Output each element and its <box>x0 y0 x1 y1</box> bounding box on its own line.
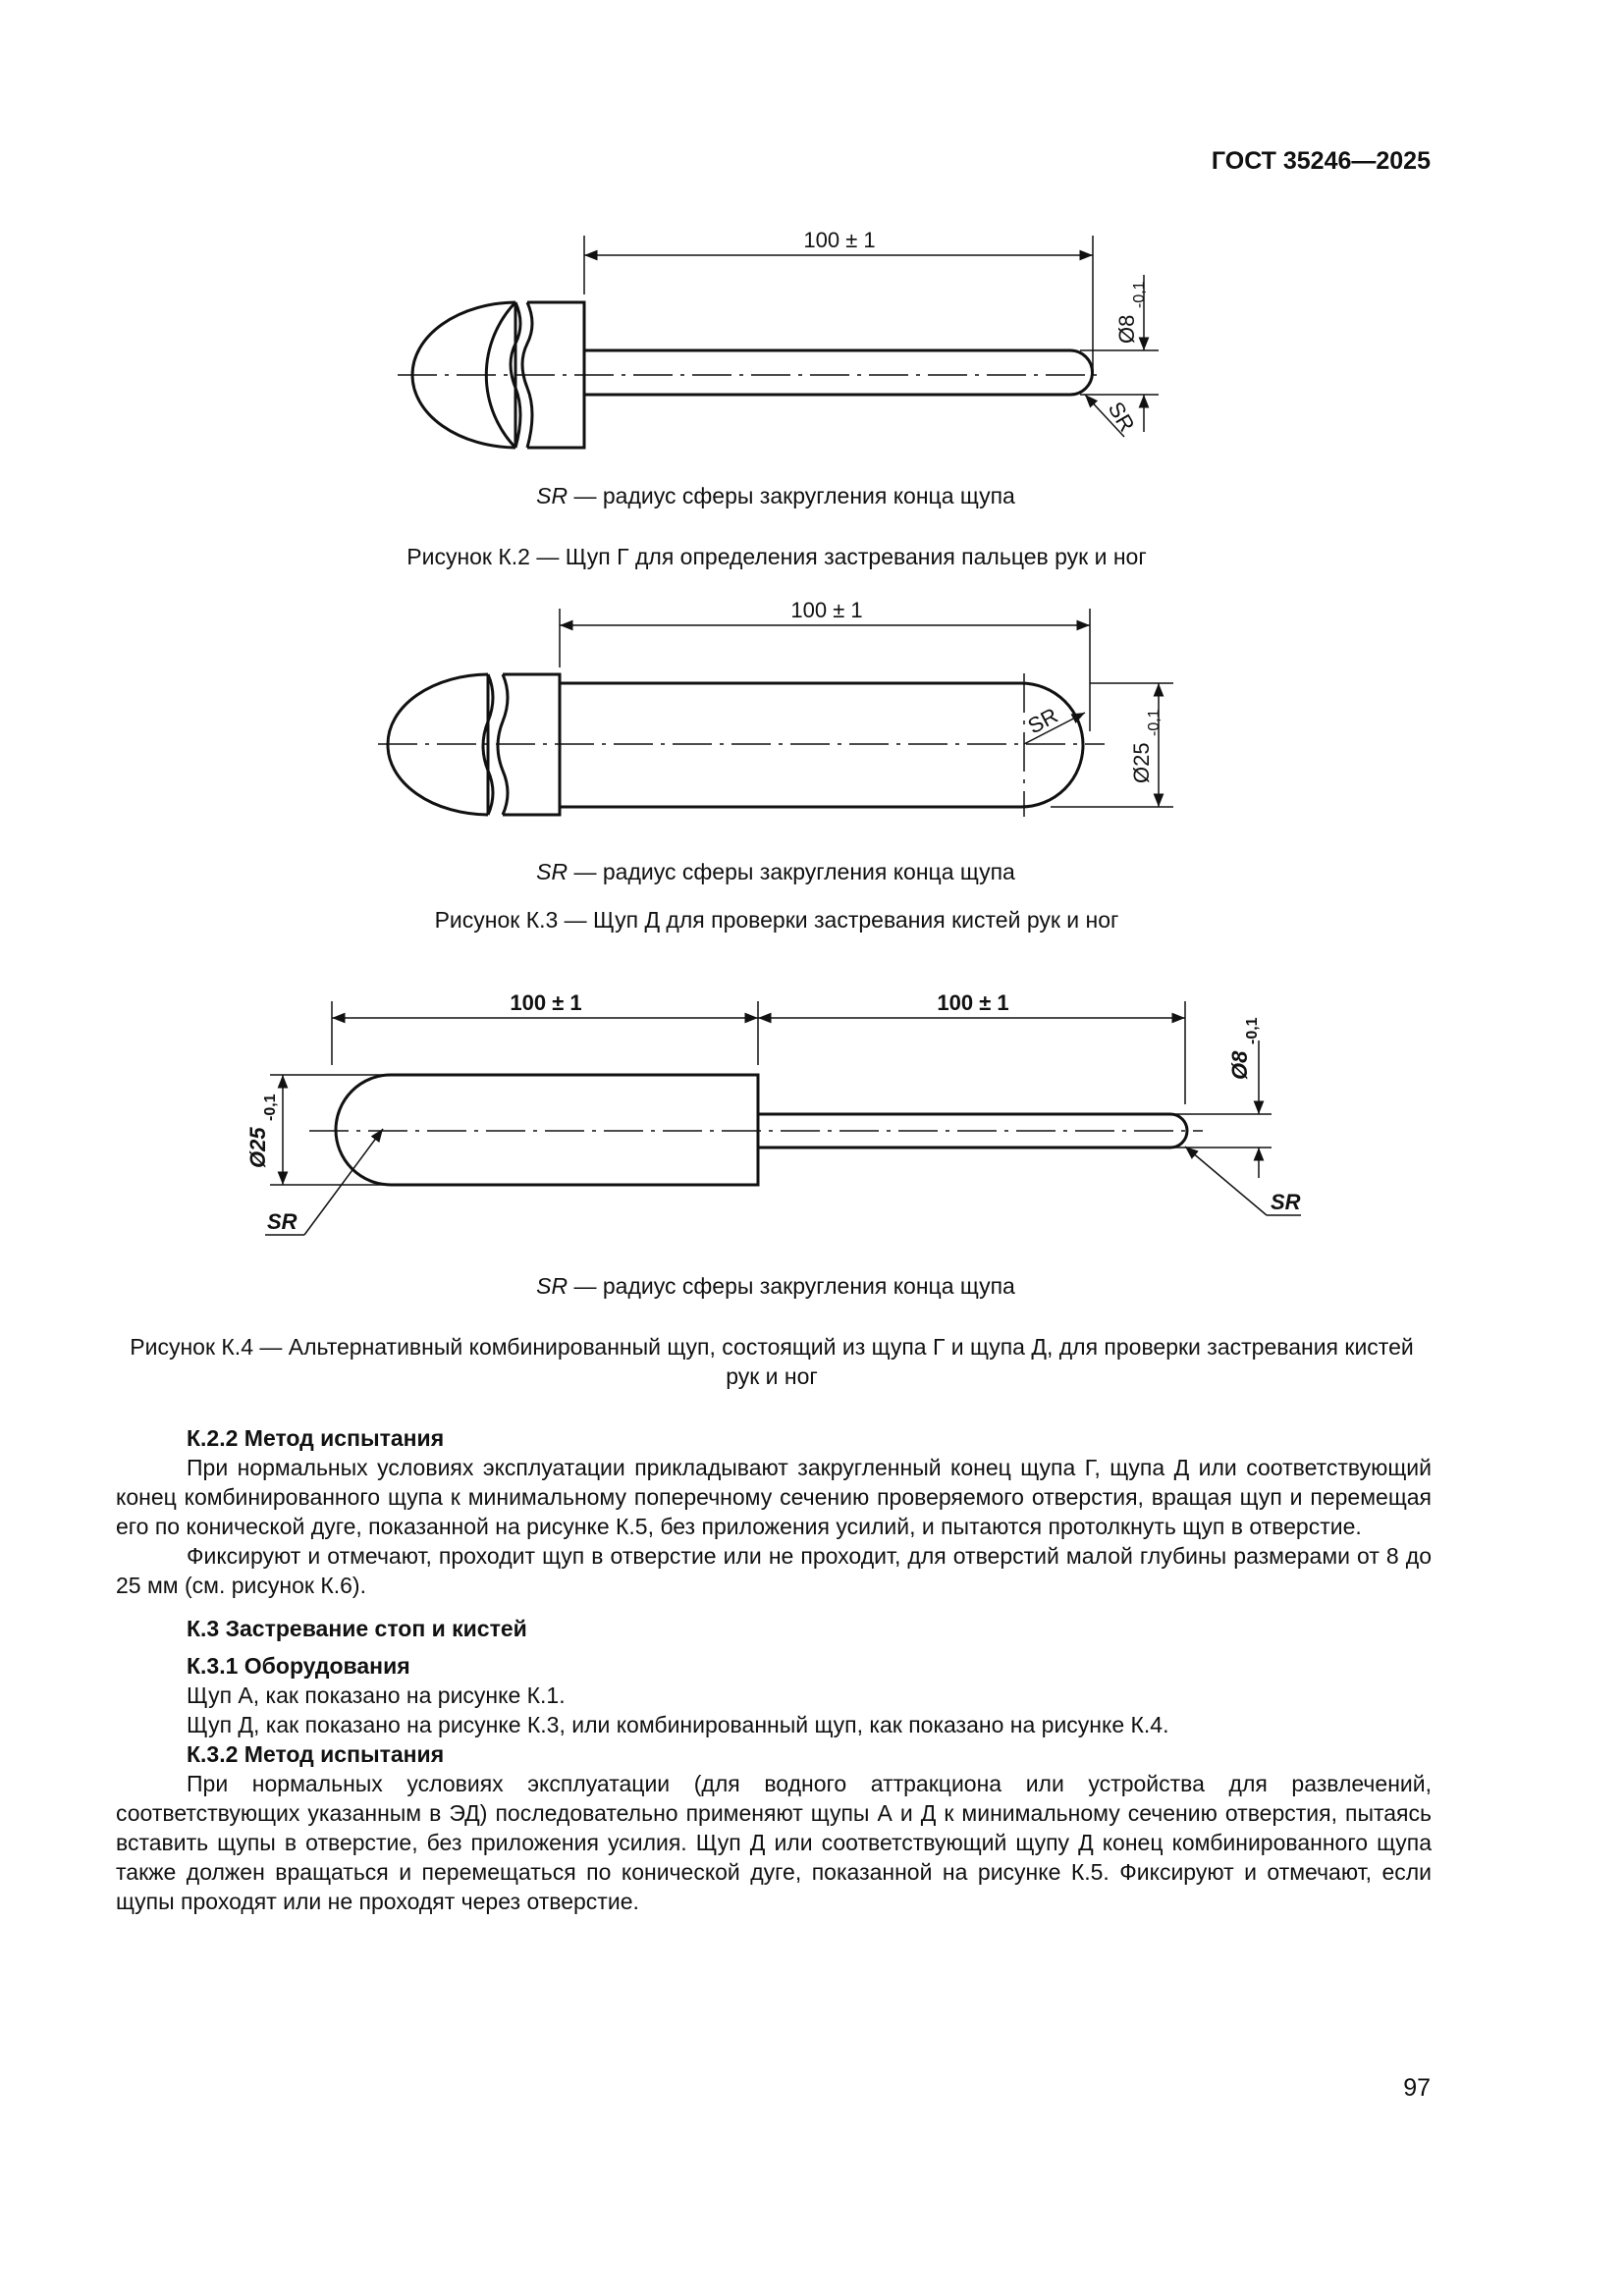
k4-legend <box>0 1273 1551 1300</box>
k4-sr-left: SR <box>267 1209 298 1234</box>
k4-diameter-left-tolerance: -0,1 <box>262 1094 279 1121</box>
k4-length-left: 100 ± 1 <box>510 990 582 1015</box>
heading-k31: К.3.1 Оборудования <box>187 1653 410 1679</box>
k3-sr-label: SR <box>1023 702 1062 739</box>
k3-diameter-tolerance: -0,1 <box>1146 709 1163 736</box>
figure-k3-drawing <box>0 589 1624 825</box>
k3-legend-text: — радиус сферы закругления конца щупа <box>568 859 1015 884</box>
k4-diameter-right: Ø8 <box>1227 1050 1252 1080</box>
k4-caption: Рисунок К.4 — Альтернативный комбинированный щуп, состоящий из щупа Г и щупа Д, для проверки застревания кистей рук и ног <box>130 1334 1414 1389</box>
paragraph-k31-1: Щуп А, как показано на рисунке К.1. <box>187 1682 566 1708</box>
k2-diameter-dimension: Ø8 <box>1114 314 1139 344</box>
figure-k4-drawing <box>0 977 1624 1252</box>
k3-legend-sr: SR <box>536 859 568 884</box>
paragraph-k31-2: Щуп Д, как показано на рисунке К.3, или комбинированный щуп, как показано на рисунке К.4. <box>187 1712 1169 1737</box>
document-id: ГОСТ 35246—2025 <box>1211 147 1431 175</box>
k2-sr-label: SR <box>1103 398 1140 436</box>
page-number: 97 <box>1403 2074 1431 2102</box>
k3-legend <box>0 859 1551 885</box>
k3-diameter-dimension: Ø25 <box>1129 742 1154 783</box>
paragraph-k22-2: Фиксируют и отмечают, проходит щуп в отверстие или не проходит, для отверстий малой глубины размерами от 8 до 25 мм (см. рисунок К.6). <box>116 1543 1432 1598</box>
k4-sr-right: SR <box>1271 1190 1301 1214</box>
heading-k22: К.2.2 Метод испытания <box>187 1425 445 1451</box>
k3-length-dimension: 100 ± 1 <box>790 598 863 622</box>
k2-diameter-tolerance: -0,1 <box>1131 281 1148 308</box>
k4-diameter-right-tolerance: -0,1 <box>1244 1017 1261 1044</box>
k4-diameter-left: Ø25 <box>245 1127 270 1168</box>
paragraph-k32-1: При нормальных условиях эксплуатации (для водного аттракциона или устройства для развлечений, соответствующих указанным в ЭД) последовательно применяют щупы А и Д к минимальному сечению отверстия, пытаясь вставить щупы в отверстие, без приложения усилия. Щуп Д или соответствующий щупу Д конец комбинированного щупа также должен вращаться и перемещаться по конической дуге, показанной на рисунке К.5. Фиксируют и отмечают, если щупы проходят или не проходят через отверстие. <box>116 1771 1432 1914</box>
k4-length-right: 100 ± 1 <box>937 990 1009 1015</box>
heading-k32: К.3.2 Метод испытания <box>187 1741 445 1767</box>
body-text <box>116 1423 1432 1916</box>
heading-k3: К.3 Застревание стоп и кистей <box>187 1616 527 1641</box>
paragraph-k22-1: При нормальных условиях эксплуатации прикладывают закругленный конец щупа Г, щупа Д или соответствующий конец комбинированного щупа к минимальному поперечному сечению проверяемого отверстия, вращая щуп и перемещая его по конической дуге, показанной на рисунке К.5, без приложения усилий, и пытаются протолкнуть щуп в отверстие. <box>116 1455 1432 1539</box>
k2-legend-sr: SR <box>536 483 568 508</box>
k2-legend <box>0 483 1551 509</box>
figure-k2-drawing <box>0 216 1624 461</box>
k4-legend-sr: SR <box>536 1273 568 1299</box>
k3-caption: Рисунок К.3 — Щуп Д для проверки застревания кистей рук и ног <box>434 907 1119 933</box>
k2-caption: Рисунок К.2 — Щуп Г для определения застревания пальцев рук и ног <box>406 544 1147 569</box>
k2-length-dimension: 100 ± 1 <box>803 228 876 252</box>
k2-legend-text: — радиус сферы закругления конца щупа <box>568 483 1015 508</box>
k4-legend-text: — радиус сферы закругления конца щупа <box>568 1273 1015 1299</box>
